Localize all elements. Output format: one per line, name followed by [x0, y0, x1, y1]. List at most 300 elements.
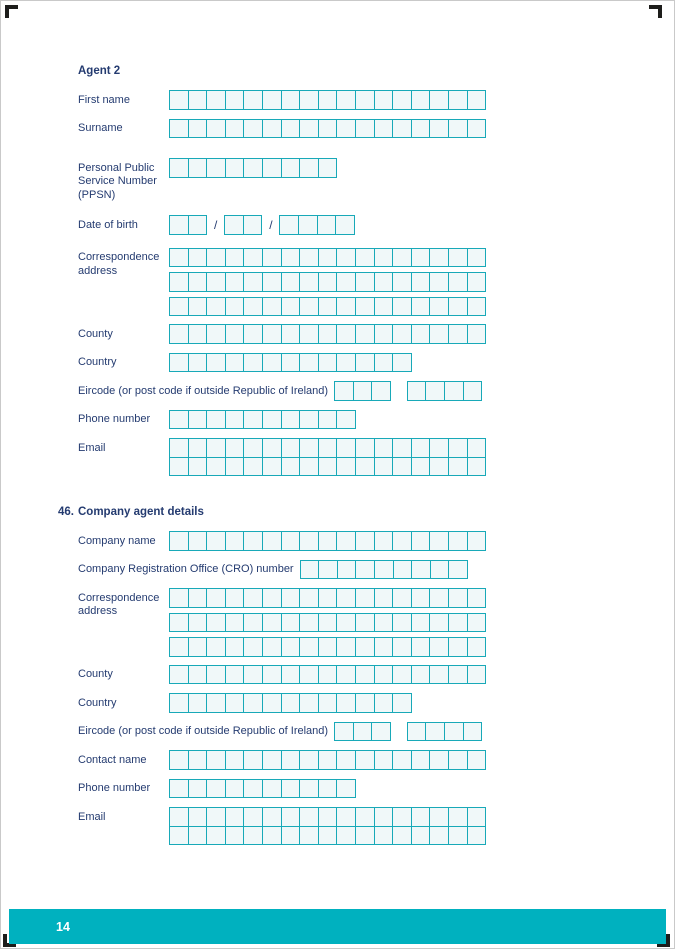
char-box[interactable] — [206, 826, 226, 846]
char-box[interactable] — [206, 272, 226, 292]
char-box[interactable] — [262, 438, 282, 458]
char-box[interactable] — [206, 158, 226, 178]
char-box[interactable] — [188, 693, 208, 713]
char-box[interactable] — [188, 119, 208, 139]
char-box[interactable] — [225, 588, 245, 608]
char-box[interactable] — [299, 665, 319, 685]
char-box[interactable] — [188, 438, 208, 458]
char-box[interactable] — [225, 826, 245, 846]
char-box[interactable] — [374, 750, 394, 770]
char-box[interactable] — [336, 613, 356, 633]
char-box[interactable] — [299, 158, 319, 178]
char-box[interactable] — [411, 457, 431, 477]
char-box[interactable] — [448, 826, 468, 846]
char-box[interactable] — [299, 750, 319, 770]
char-box[interactable] — [411, 248, 431, 268]
char-box[interactable] — [430, 560, 450, 580]
char-box[interactable] — [225, 324, 245, 344]
char-box[interactable] — [262, 272, 282, 292]
char-box[interactable] — [206, 588, 226, 608]
char-box[interactable] — [374, 353, 394, 373]
char-box[interactable] — [429, 90, 449, 110]
char-box[interactable] — [318, 272, 338, 292]
char-box[interactable] — [243, 750, 263, 770]
char-box[interactable] — [188, 588, 208, 608]
char-box[interactable] — [448, 560, 468, 580]
char-box[interactable] — [448, 613, 468, 633]
char-box[interactable] — [392, 826, 412, 846]
char-box[interactable] — [243, 826, 263, 846]
char-box[interactable] — [374, 457, 394, 477]
char-box[interactable] — [355, 531, 375, 551]
char-box[interactable] — [392, 457, 412, 477]
char-box[interactable] — [336, 297, 356, 317]
char-box[interactable] — [243, 457, 263, 477]
char-box[interactable] — [467, 826, 487, 846]
char-box[interactable] — [262, 637, 282, 657]
char-box[interactable] — [281, 272, 301, 292]
char-box[interactable] — [467, 90, 487, 110]
char-box[interactable] — [169, 693, 189, 713]
char-box[interactable] — [448, 438, 468, 458]
char-box[interactable] — [429, 297, 449, 317]
char-box[interactable] — [206, 353, 226, 373]
char-box[interactable] — [262, 158, 282, 178]
char-box[interactable] — [188, 215, 208, 235]
char-box[interactable] — [299, 119, 319, 139]
char-box[interactable] — [188, 750, 208, 770]
char-box[interactable] — [355, 665, 375, 685]
char-box[interactable] — [206, 665, 226, 685]
char-box[interactable] — [281, 588, 301, 608]
char-box[interactable] — [355, 297, 375, 317]
char-box[interactable] — [448, 750, 468, 770]
char-box[interactable] — [225, 297, 245, 317]
char-box[interactable] — [318, 588, 338, 608]
char-box[interactable] — [225, 779, 245, 799]
char-box[interactable] — [411, 750, 431, 770]
char-box[interactable] — [355, 826, 375, 846]
char-box[interactable] — [355, 693, 375, 713]
char-box[interactable] — [262, 531, 282, 551]
char-box[interactable] — [392, 119, 412, 139]
char-box[interactable] — [281, 826, 301, 846]
char-box[interactable] — [355, 750, 375, 770]
char-box[interactable] — [374, 272, 394, 292]
char-box[interactable] — [299, 826, 319, 846]
char-box[interactable] — [299, 807, 319, 827]
char-box[interactable] — [299, 588, 319, 608]
char-box[interactable] — [206, 613, 226, 633]
char-box[interactable] — [392, 90, 412, 110]
char-box[interactable] — [374, 807, 394, 827]
char-box[interactable] — [429, 119, 449, 139]
char-box[interactable] — [467, 324, 487, 344]
char-box[interactable] — [429, 324, 449, 344]
char-box[interactable] — [411, 119, 431, 139]
char-box[interactable] — [355, 119, 375, 139]
char-box[interactable] — [169, 531, 189, 551]
char-box[interactable] — [371, 381, 391, 401]
char-box[interactable] — [463, 722, 483, 742]
char-box[interactable] — [299, 324, 319, 344]
char-box[interactable] — [335, 215, 355, 235]
char-box[interactable] — [467, 531, 487, 551]
char-box[interactable] — [225, 807, 245, 827]
char-box[interactable] — [374, 665, 394, 685]
char-box[interactable] — [206, 531, 226, 551]
char-box[interactable] — [262, 613, 282, 633]
char-box[interactable] — [281, 324, 301, 344]
char-box[interactable] — [448, 272, 468, 292]
char-box[interactable] — [225, 248, 245, 268]
char-box[interactable] — [188, 807, 208, 827]
char-box[interactable] — [299, 248, 319, 268]
char-box[interactable] — [411, 324, 431, 344]
char-box[interactable] — [299, 637, 319, 657]
char-box[interactable] — [299, 531, 319, 551]
char-box[interactable] — [225, 410, 245, 430]
char-box[interactable] — [429, 438, 449, 458]
char-box[interactable] — [206, 750, 226, 770]
char-box[interactable] — [169, 90, 189, 110]
char-box[interactable] — [392, 438, 412, 458]
char-box[interactable] — [336, 807, 356, 827]
char-box[interactable] — [448, 531, 468, 551]
char-box[interactable] — [355, 613, 375, 633]
char-box[interactable] — [411, 560, 431, 580]
char-box[interactable] — [169, 750, 189, 770]
char-box[interactable] — [281, 438, 301, 458]
char-box[interactable] — [243, 531, 263, 551]
char-box[interactable] — [393, 560, 413, 580]
char-box[interactable] — [225, 353, 245, 373]
char-box[interactable] — [448, 588, 468, 608]
char-box[interactable] — [225, 119, 245, 139]
char-box[interactable] — [281, 613, 301, 633]
char-box[interactable] — [429, 665, 449, 685]
char-box[interactable] — [206, 693, 226, 713]
char-box[interactable] — [467, 750, 487, 770]
char-box[interactable] — [188, 158, 208, 178]
char-box[interactable] — [318, 324, 338, 344]
char-box[interactable] — [411, 826, 431, 846]
char-box[interactable] — [262, 353, 282, 373]
char-box[interactable] — [225, 750, 245, 770]
char-box[interactable] — [318, 353, 338, 373]
char-box[interactable] — [169, 248, 189, 268]
char-box[interactable] — [281, 297, 301, 317]
char-box[interactable] — [243, 637, 263, 657]
char-box[interactable] — [334, 381, 354, 401]
char-box[interactable] — [169, 457, 189, 477]
char-box[interactable] — [411, 588, 431, 608]
char-box[interactable] — [169, 272, 189, 292]
char-box[interactable] — [318, 750, 338, 770]
char-box[interactable] — [411, 531, 431, 551]
char-box[interactable] — [374, 248, 394, 268]
char-box[interactable] — [188, 531, 208, 551]
char-box[interactable] — [336, 410, 356, 430]
char-box[interactable] — [429, 807, 449, 827]
char-box[interactable] — [206, 457, 226, 477]
char-box[interactable] — [262, 457, 282, 477]
char-box[interactable] — [318, 665, 338, 685]
char-box[interactable] — [243, 248, 263, 268]
char-box[interactable] — [448, 90, 468, 110]
char-box[interactable] — [448, 807, 468, 827]
char-box[interactable] — [467, 119, 487, 139]
char-box[interactable] — [206, 438, 226, 458]
char-box[interactable] — [262, 750, 282, 770]
char-box[interactable] — [374, 119, 394, 139]
char-box[interactable] — [444, 381, 464, 401]
char-box[interactable] — [281, 750, 301, 770]
char-box[interactable] — [448, 457, 468, 477]
char-box[interactable] — [374, 613, 394, 633]
char-box[interactable] — [318, 531, 338, 551]
char-box[interactable] — [392, 531, 412, 551]
char-box[interactable] — [299, 693, 319, 713]
char-box[interactable] — [262, 693, 282, 713]
char-box[interactable] — [374, 324, 394, 344]
char-box[interactable] — [281, 531, 301, 551]
char-box[interactable] — [318, 457, 338, 477]
char-box[interactable] — [262, 248, 282, 268]
char-box[interactable] — [407, 722, 427, 742]
char-box[interactable] — [206, 637, 226, 657]
char-box[interactable] — [336, 665, 356, 685]
char-box[interactable] — [444, 722, 464, 742]
char-box[interactable] — [281, 248, 301, 268]
char-box[interactable] — [429, 531, 449, 551]
char-box[interactable] — [243, 158, 263, 178]
char-box[interactable] — [336, 750, 356, 770]
char-box[interactable] — [448, 324, 468, 344]
char-box[interactable] — [169, 353, 189, 373]
char-box[interactable] — [281, 90, 301, 110]
char-box[interactable] — [169, 324, 189, 344]
char-box[interactable] — [411, 665, 431, 685]
char-box[interactable] — [281, 693, 301, 713]
char-box[interactable] — [355, 248, 375, 268]
char-box[interactable] — [262, 807, 282, 827]
char-box[interactable] — [262, 826, 282, 846]
char-box[interactable] — [188, 272, 208, 292]
char-box[interactable] — [318, 613, 338, 633]
char-box[interactable] — [299, 353, 319, 373]
char-box[interactable] — [407, 381, 427, 401]
char-box[interactable] — [371, 722, 391, 742]
char-box[interactable] — [299, 457, 319, 477]
char-box[interactable] — [318, 248, 338, 268]
char-box[interactable] — [225, 665, 245, 685]
char-box[interactable] — [448, 248, 468, 268]
char-box[interactable] — [299, 779, 319, 799]
char-box[interactable] — [299, 90, 319, 110]
char-box[interactable] — [188, 457, 208, 477]
char-box[interactable] — [243, 90, 263, 110]
char-box[interactable] — [336, 119, 356, 139]
char-box[interactable] — [169, 665, 189, 685]
char-box[interactable] — [463, 381, 483, 401]
char-box[interactable] — [243, 807, 263, 827]
char-box[interactable] — [188, 248, 208, 268]
char-box[interactable] — [429, 457, 449, 477]
char-box[interactable] — [243, 215, 263, 235]
char-box[interactable] — [318, 826, 338, 846]
char-box[interactable] — [353, 381, 373, 401]
char-box[interactable] — [169, 779, 189, 799]
char-box[interactable] — [467, 588, 487, 608]
char-box[interactable] — [429, 248, 449, 268]
char-box[interactable] — [318, 297, 338, 317]
char-box[interactable] — [243, 353, 263, 373]
char-box[interactable] — [392, 613, 412, 633]
char-box[interactable] — [374, 637, 394, 657]
char-box[interactable] — [429, 613, 449, 633]
char-box[interactable] — [206, 807, 226, 827]
char-box[interactable] — [318, 90, 338, 110]
char-box[interactable] — [169, 588, 189, 608]
char-box[interactable] — [281, 807, 301, 827]
char-box[interactable] — [243, 438, 263, 458]
char-box[interactable] — [392, 693, 412, 713]
char-box[interactable] — [188, 324, 208, 344]
char-box[interactable] — [169, 297, 189, 317]
char-box[interactable] — [188, 410, 208, 430]
char-box[interactable] — [334, 722, 354, 742]
char-box[interactable] — [206, 297, 226, 317]
char-box[interactable] — [169, 158, 189, 178]
char-box[interactable] — [169, 438, 189, 458]
char-box[interactable] — [281, 457, 301, 477]
char-box[interactable] — [374, 297, 394, 317]
char-box[interactable] — [243, 272, 263, 292]
char-box[interactable] — [392, 353, 412, 373]
char-box[interactable] — [429, 272, 449, 292]
char-box[interactable] — [262, 297, 282, 317]
char-box[interactable] — [392, 588, 412, 608]
char-box[interactable] — [243, 410, 263, 430]
char-box[interactable] — [206, 779, 226, 799]
char-box[interactable] — [225, 457, 245, 477]
char-box[interactable] — [299, 272, 319, 292]
char-box[interactable] — [467, 272, 487, 292]
char-box[interactable] — [374, 588, 394, 608]
char-box[interactable] — [411, 613, 431, 633]
char-box[interactable] — [299, 297, 319, 317]
char-box[interactable] — [355, 560, 375, 580]
char-box[interactable] — [318, 410, 338, 430]
char-box[interactable] — [425, 722, 445, 742]
char-box[interactable] — [281, 779, 301, 799]
char-box[interactable] — [169, 637, 189, 657]
char-box[interactable] — [243, 693, 263, 713]
char-box[interactable] — [467, 457, 487, 477]
char-box[interactable] — [448, 665, 468, 685]
char-box[interactable] — [448, 119, 468, 139]
char-box[interactable] — [336, 457, 356, 477]
char-box[interactable] — [336, 588, 356, 608]
char-box[interactable] — [243, 324, 263, 344]
char-box[interactable] — [298, 215, 318, 235]
char-box[interactable] — [300, 560, 320, 580]
char-box[interactable] — [467, 807, 487, 827]
char-box[interactable] — [336, 438, 356, 458]
char-box[interactable] — [374, 90, 394, 110]
char-box[interactable] — [281, 353, 301, 373]
char-box[interactable] — [281, 665, 301, 685]
char-box[interactable] — [411, 807, 431, 827]
char-box[interactable] — [374, 438, 394, 458]
char-box[interactable] — [353, 722, 373, 742]
char-box[interactable] — [188, 637, 208, 657]
char-box[interactable] — [429, 750, 449, 770]
char-box[interactable] — [411, 438, 431, 458]
char-box[interactable] — [243, 119, 263, 139]
char-box[interactable] — [411, 637, 431, 657]
char-box[interactable] — [206, 324, 226, 344]
char-box[interactable] — [336, 248, 356, 268]
char-box[interactable] — [262, 588, 282, 608]
char-box[interactable] — [374, 560, 394, 580]
char-box[interactable] — [188, 353, 208, 373]
char-box[interactable] — [411, 272, 431, 292]
char-box[interactable] — [224, 215, 244, 235]
char-box[interactable] — [188, 665, 208, 685]
char-box[interactable] — [336, 324, 356, 344]
char-box[interactable] — [411, 90, 431, 110]
char-box[interactable] — [392, 665, 412, 685]
char-box[interactable] — [281, 119, 301, 139]
char-box[interactable] — [225, 693, 245, 713]
char-box[interactable] — [374, 531, 394, 551]
char-box[interactable] — [448, 637, 468, 657]
char-box[interactable] — [355, 90, 375, 110]
char-box[interactable] — [225, 90, 245, 110]
char-box[interactable] — [336, 531, 356, 551]
char-box[interactable] — [262, 119, 282, 139]
char-box[interactable] — [243, 779, 263, 799]
char-box[interactable] — [467, 248, 487, 268]
char-box[interactable] — [429, 588, 449, 608]
char-box[interactable] — [206, 90, 226, 110]
char-box[interactable] — [467, 637, 487, 657]
char-box[interactable] — [374, 693, 394, 713]
char-box[interactable] — [318, 807, 338, 827]
char-box[interactable] — [318, 438, 338, 458]
char-box[interactable] — [355, 272, 375, 292]
char-box[interactable] — [374, 826, 394, 846]
char-box[interactable] — [392, 297, 412, 317]
char-box[interactable] — [225, 158, 245, 178]
char-box[interactable] — [336, 272, 356, 292]
char-box[interactable] — [336, 826, 356, 846]
char-box[interactable] — [318, 119, 338, 139]
char-box[interactable] — [169, 807, 189, 827]
char-box[interactable] — [355, 588, 375, 608]
char-box[interactable] — [169, 826, 189, 846]
char-box[interactable] — [355, 807, 375, 827]
char-box[interactable] — [299, 410, 319, 430]
char-box[interactable] — [318, 693, 338, 713]
char-box[interactable] — [225, 438, 245, 458]
char-box[interactable] — [243, 297, 263, 317]
char-box[interactable] — [243, 613, 263, 633]
char-box[interactable] — [279, 215, 299, 235]
char-box[interactable] — [188, 297, 208, 317]
